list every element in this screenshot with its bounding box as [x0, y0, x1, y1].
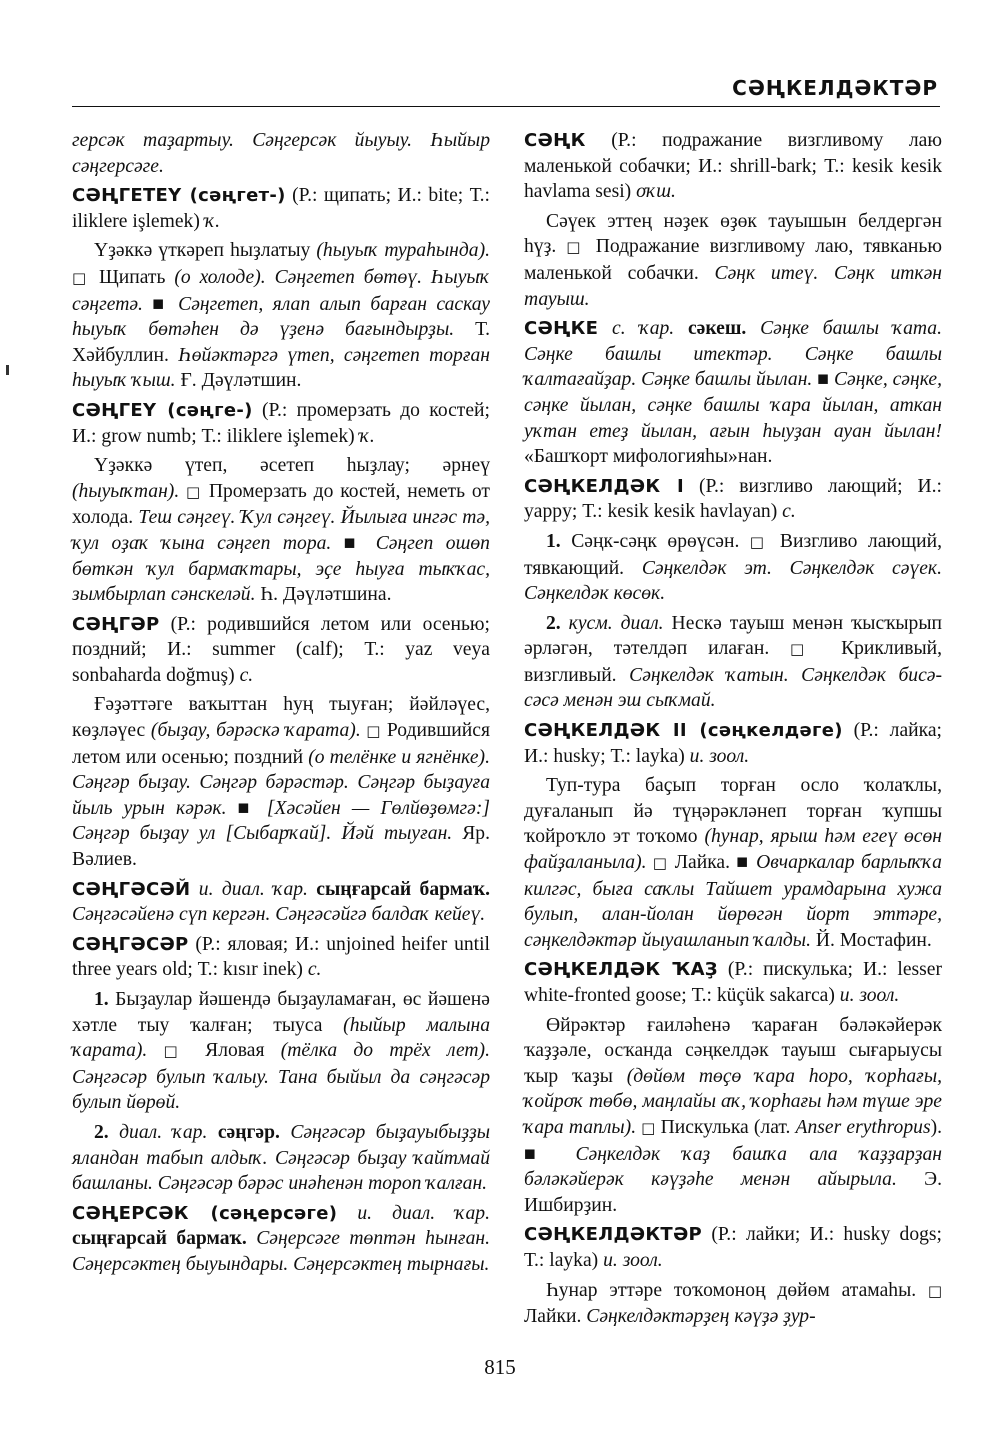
entry-head-sanersak: СӘҢЕРСӘК (сәңерсәге) и. диал. ҡар. сыңғарсай бармаҡ. Сәңерсәге төптән һынған. Сәңерсәктең быуындары. Сәңерсәктең тырнағы.	[72, 1202, 490, 1275]
page-number: 815	[484, 1355, 516, 1379]
square-icon: □	[556, 238, 596, 257]
black-square-icon: ■	[730, 852, 757, 874]
left-column	[72, 128, 490, 1282]
entry-head-sankeldak-1: СӘҢКЕЛДӘК I (Р.: визгливо лающий; И.: yappy; Т.: kesik kesik havlayan) с.	[524, 475, 942, 523]
margin-mark	[6, 365, 9, 375]
black-square-icon: ■	[812, 369, 834, 391]
entry-continuation: герсәк таҙартыу. Сәңгерсәк йыуыу. Һыйыр сәңгерсәге.	[72, 130, 490, 177]
entry-body-sankeldak-2: Туп-тура баҫып торған осло ҡолаҡлы, дуғаланып йә түңәрәкләнеп торған ҡупшы ҡойроҡло эт тоҡомо (һунар, ярыш һәм егеү өсөн файҙаланыла). □ Лайка. ■ Овчаркалар барлыҡҡа килгәс, быға саҡлы Тайшет урамдарына хужа булып, алан-йолан йөрөгән йорт эттәре, сәңкелдәктәр йыуашланып ҡалды. Й. Мостафин.	[524, 775, 942, 951]
entry-head-sangasay: СӘҢГӘСӘЙ и. диал. ҡар. сыңғарсай бармаҡ. Сәңгәсәйенә сүп кергән. Сәңгәсәйгә балдаҡ кейеү.	[72, 878, 490, 926]
entry-head-sangar: СӘҢГӘР (Р.: родившийся летом или осенью; поздний; И.: summer (calf); Т.: yaz veya sonbaharda doğmuş) с.	[72, 613, 490, 686]
running-head-word: СӘҢКЕЛДӘКТӘР	[732, 76, 938, 100]
black-square-icon: ■	[226, 797, 267, 819]
square-icon: □	[147, 1042, 206, 1061]
entry-sense-2-sangasar: 2. диал. ҡар. сәңгәр. Сәңгәсәр быҙаyыбыҙҙы яландан табып алдыҡ. Сәңгәсәр быҙау ҡайтмай башланы. Сәңгәсәр бәрәс инәһенән тороп ҡалған.	[72, 1121, 491, 1195]
entry-head-sankeldaktar: СӘҢКЕЛДӘКТӘР (Р.: лайки; И.: husky dogs; Т.: layka) и. зоол.	[524, 1224, 942, 1271]
square-icon: □	[636, 1118, 661, 1137]
right-column	[524, 128, 942, 1334]
entry-head-sanke: СӘҢКЕ с. ҡар. сәкеш. Сәңке башлы ҡата. Сәңке башлы итектәр. Сәңке башлы ҡалтағайҙар. Сәңке башлы йылан. ■ Сәңке, сәңке, сәңке йылан, сәңке башлы ҡара йылан, аткан уҡтан етеҙ йылан, ағын һыуҙан ауан йылан! «Башҡорт мифологияһы»нан.	[524, 318, 942, 468]
entry-body-sangeu: Үҙәккә үтеп, әсетеп һыҙлау; әрнеү (һыуыҡтан). □ Промерзать до костей, неметь от холода. Теш сәңгеү. Ҡул сәңгеү. Йылыға ингәс тә, ҡул оҙаҡ ҡына сәңгеп тора. ■ Сәңгеп ошөп бөткән ҡул бармаҡтары, эҫе һыуға тыҡҡас, зымбырлап сәнскеләй. Һ. Дәүләтшина.	[72, 455, 490, 606]
entry-head-sankeldak-kaz: СӘҢКЕЛДӘК ҠАҘ (Р.: пискулька; И.: lesser white-fronted goose; Т.: küçük sakarca) и. зоол.	[524, 959, 942, 1006]
entry-sense-2-sankeldak: 2. кусм. диал. Нескә тауыш менән ҡысҡырып әрләгән, тәтелдәп илаған. □ Крикливый, визгливый. Сәңкелдәк ҡатын. Сәңкелдәк бисә-сәсә менән эш сыҡмай.	[524, 612, 943, 712]
entry-body-sangeteu: Үҙәккә үткәреп һыҙлатыу (һыуыҡ тураһында). □ Щипать (о холоде). Сәңгетеп бөтөү. Һыуыҡ сәңгетә. ■ Сәңгетеп, ялап алып барған саскау һыуыҡ бөтәһен дә үҙенә бағындырҙы. Т. Хәйбуллин. Һөйәктәргә үтеп, сәңгетеп торған һыуыҡ ҡыш. Ғ. Дәүләтшин.	[72, 240, 490, 392]
entry-body-sank: Сәүек эттең нәҙек өҙөк тауышын белдергән һүҙ. □ Подражание визгливому лаю, тявканью маленькой собачки. Сәңк итеү. Сәңк иткән тауыш.	[524, 210, 942, 310]
black-square-icon: ■	[331, 532, 376, 554]
black-square-icon: ■	[142, 293, 179, 315]
square-icon: □	[360, 722, 387, 741]
square-icon: □	[916, 1281, 942, 1300]
entry-head-sankeldak-2: СӘҢКЕЛДӘК II (сәңкелдәге) (Р.: лайка; И.: husky; Т.: layka) и. зоол.	[524, 720, 943, 767]
square-icon: □	[769, 640, 842, 659]
square-icon: □	[646, 854, 675, 873]
square-icon: □	[739, 532, 780, 551]
entry-body-sankeldak-kaz: Өйрәктәр ғаиләһенә ҡараған бәләкәйерәк ҡаҙҙәле, осҡанда сәңкелдәк тауыш сығарыусы ҡыр ҡаҙы (дөйөм төҫө ҡара һоро, ҡорһағы, ҡойроҡ төбө, маңлайы аҡ, ҡорһағы һәм түше эре ҡара таплы). □ Пискулька (лат. Anser erythropus). ■ Сәңкелдәк ҡаҙ башҡа ала ҡаҙҙарҙан бәләкәйерәк кәүҙәһе менән айырыла. Э. Ишбирҙин.	[524, 1014, 943, 1216]
entry-sense-1-sangasar: 1. Быҙаулар йәшендә быҙауламаған, өс йәшенә хәтле тыу ҡалған; тыуса (һыйыр малына ҡарата). □ Яловая (тёлка до трёх лет). Сәңгәсәр булып ҡалыу. Тана быйыл да сәңгәсәр булып йөрөй.	[72, 989, 490, 1114]
entry-head-sangeteu: СӘҢГЕТЕҮ (сәңгет-) (Р.: щипать; И.: bite; Т.: iliklere işlemek) ҡ.	[72, 185, 490, 232]
entry-head-sangeu: СӘҢГЕҮ (сәңге-) (Р.: промерзать до костей; И.: grow numb; Т.: iliklere işlemek) ҡ.	[72, 399, 490, 447]
entry-body-sankeldaktar: Һунар эттәре тоҡомонoң дөйөм атамаһы. □ Лайки. Сәңкелдәктәрҙең кәүҙә ҙур-	[524, 1279, 942, 1328]
entry-sense-1-sankeldak: 1. Сәңк-сәңк өрөүсән. □ Визгливо лающий, тявкающий. Сәңкелдәк эт. Сәңкелдәк сәүек. Сәңкелдәк көсөк.	[524, 530, 942, 605]
entry-body-sangar: Ғәҙәттәге ваҡыттан һуң тыуған; йәйләүес, көҙләүес (быҙау, бәрәскә ҡарата). □ Родившийся летом или осенью; поздний (о телёнке и ягнёнке). Сәңгәр быҙау. Сәңгәр бәрәстәр. Сәңгәр быҙауға йыль урын кәрәк. ■ [Хәсәйен — Гөлйөҙөмгә:] Сәңгәр быҙау ул [Сыбарҡай]. Йәй тыуған. Яр. Вәлиев.	[72, 694, 491, 871]
entry-head-sangasar: СӘҢГӘСӘР (Р.: яловая; И.: unjoined heifer until three years old; Т.: kısır inek) с.	[72, 933, 490, 981]
entry-head-sank: СӘҢК (Р.: подражание визгливому лаю маленькой собачки; И.: shrill-bark; Т.: kesik kesik havlama sesi) оҡш.	[524, 130, 942, 203]
running-header	[72, 76, 940, 107]
square-icon: □	[179, 482, 209, 501]
black-square-icon: ■	[524, 1143, 576, 1165]
square-icon: □	[72, 268, 99, 287]
